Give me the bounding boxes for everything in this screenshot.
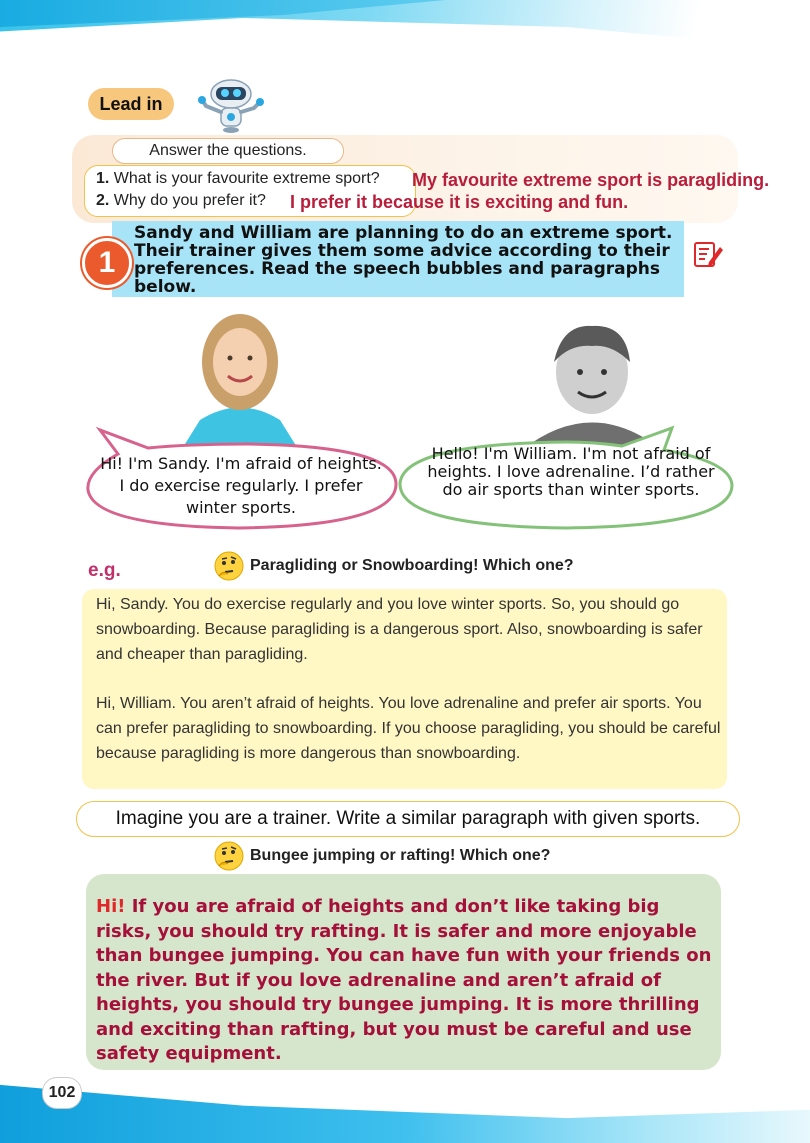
thinking-face-icon bbox=[213, 840, 245, 872]
answer-2: I prefer it because it is exciting and fun. bbox=[290, 192, 629, 212]
task-number-badge: 1 bbox=[82, 238, 132, 288]
page-number: 102 bbox=[42, 1077, 82, 1109]
example-paragraph-william: Hi, William. You aren’t afraid of heights. You love adrenaline and prefer air sports. You can prefer paragliding to snowboarding. If you choose paragliding, you should be careful because paragliding is more dangerous than snowboarding. bbox=[96, 695, 721, 762]
example-question: Paragliding or Snowboarding! Which one? bbox=[250, 557, 574, 574]
writing-answer bbox=[96, 895, 716, 1067]
william-bubble-text: Hello! I'm William. I'm not afraid of heights. I love adrenaline. I’d rather do air sports than winter sports. bbox=[427, 444, 715, 499]
answer-body: If you are afraid of heights and don’t like taking big risks, you should try rafting. It is safer and more enjoyable than bungee jumping. You can have fun with your friends on the river. But if you love adrenaline and aren’t afraid of heights, you should try bungee jumping. It is more thrilling and exciting than rafting, but you must be careful and use safety equipment. bbox=[96, 896, 712, 1064]
answer-greeting: Hi! bbox=[96, 896, 126, 917]
task-instruction: Sandy and William are planning to do an extreme sport. Their trainer gives them some advice according to their preferences. Read the speech bubbles and paragraphs below. bbox=[134, 223, 673, 297]
writing-instruction: Imagine you are a trainer. Write a similar paragraph with given sports. bbox=[76, 801, 740, 837]
writing-question: Bungee jumping or rafting! Which one? bbox=[250, 847, 551, 864]
thinking-face-icon bbox=[213, 550, 245, 582]
robot-icon bbox=[196, 78, 266, 134]
example-paragraph-sandy: Hi, Sandy. You do exercise regularly and you love winter sports. So, you should go snowboarding. Because paragliding is a dangerous sport. Also, snowboarding is safer and cheaper than paragliding. bbox=[96, 596, 703, 663]
question-2: 2. Why do you prefer it? bbox=[96, 192, 266, 209]
bottom-decoration-band bbox=[0, 1060, 810, 1143]
lead-in-label: Lead in bbox=[88, 88, 174, 120]
answer-instruction: Answer the questions. bbox=[112, 138, 344, 164]
question-1: 1. What is your favourite extreme sport? bbox=[96, 170, 380, 187]
example-label: e.g. bbox=[88, 560, 121, 581]
answer-1: My favourite extreme sport is paragliding. bbox=[412, 170, 770, 190]
pencil-note-icon bbox=[692, 238, 724, 270]
sandy-bubble-text: Hi! I'm Sandy. I'm afraid of heights. I do exercise regularly. I prefer winter sports. bbox=[100, 454, 382, 517]
